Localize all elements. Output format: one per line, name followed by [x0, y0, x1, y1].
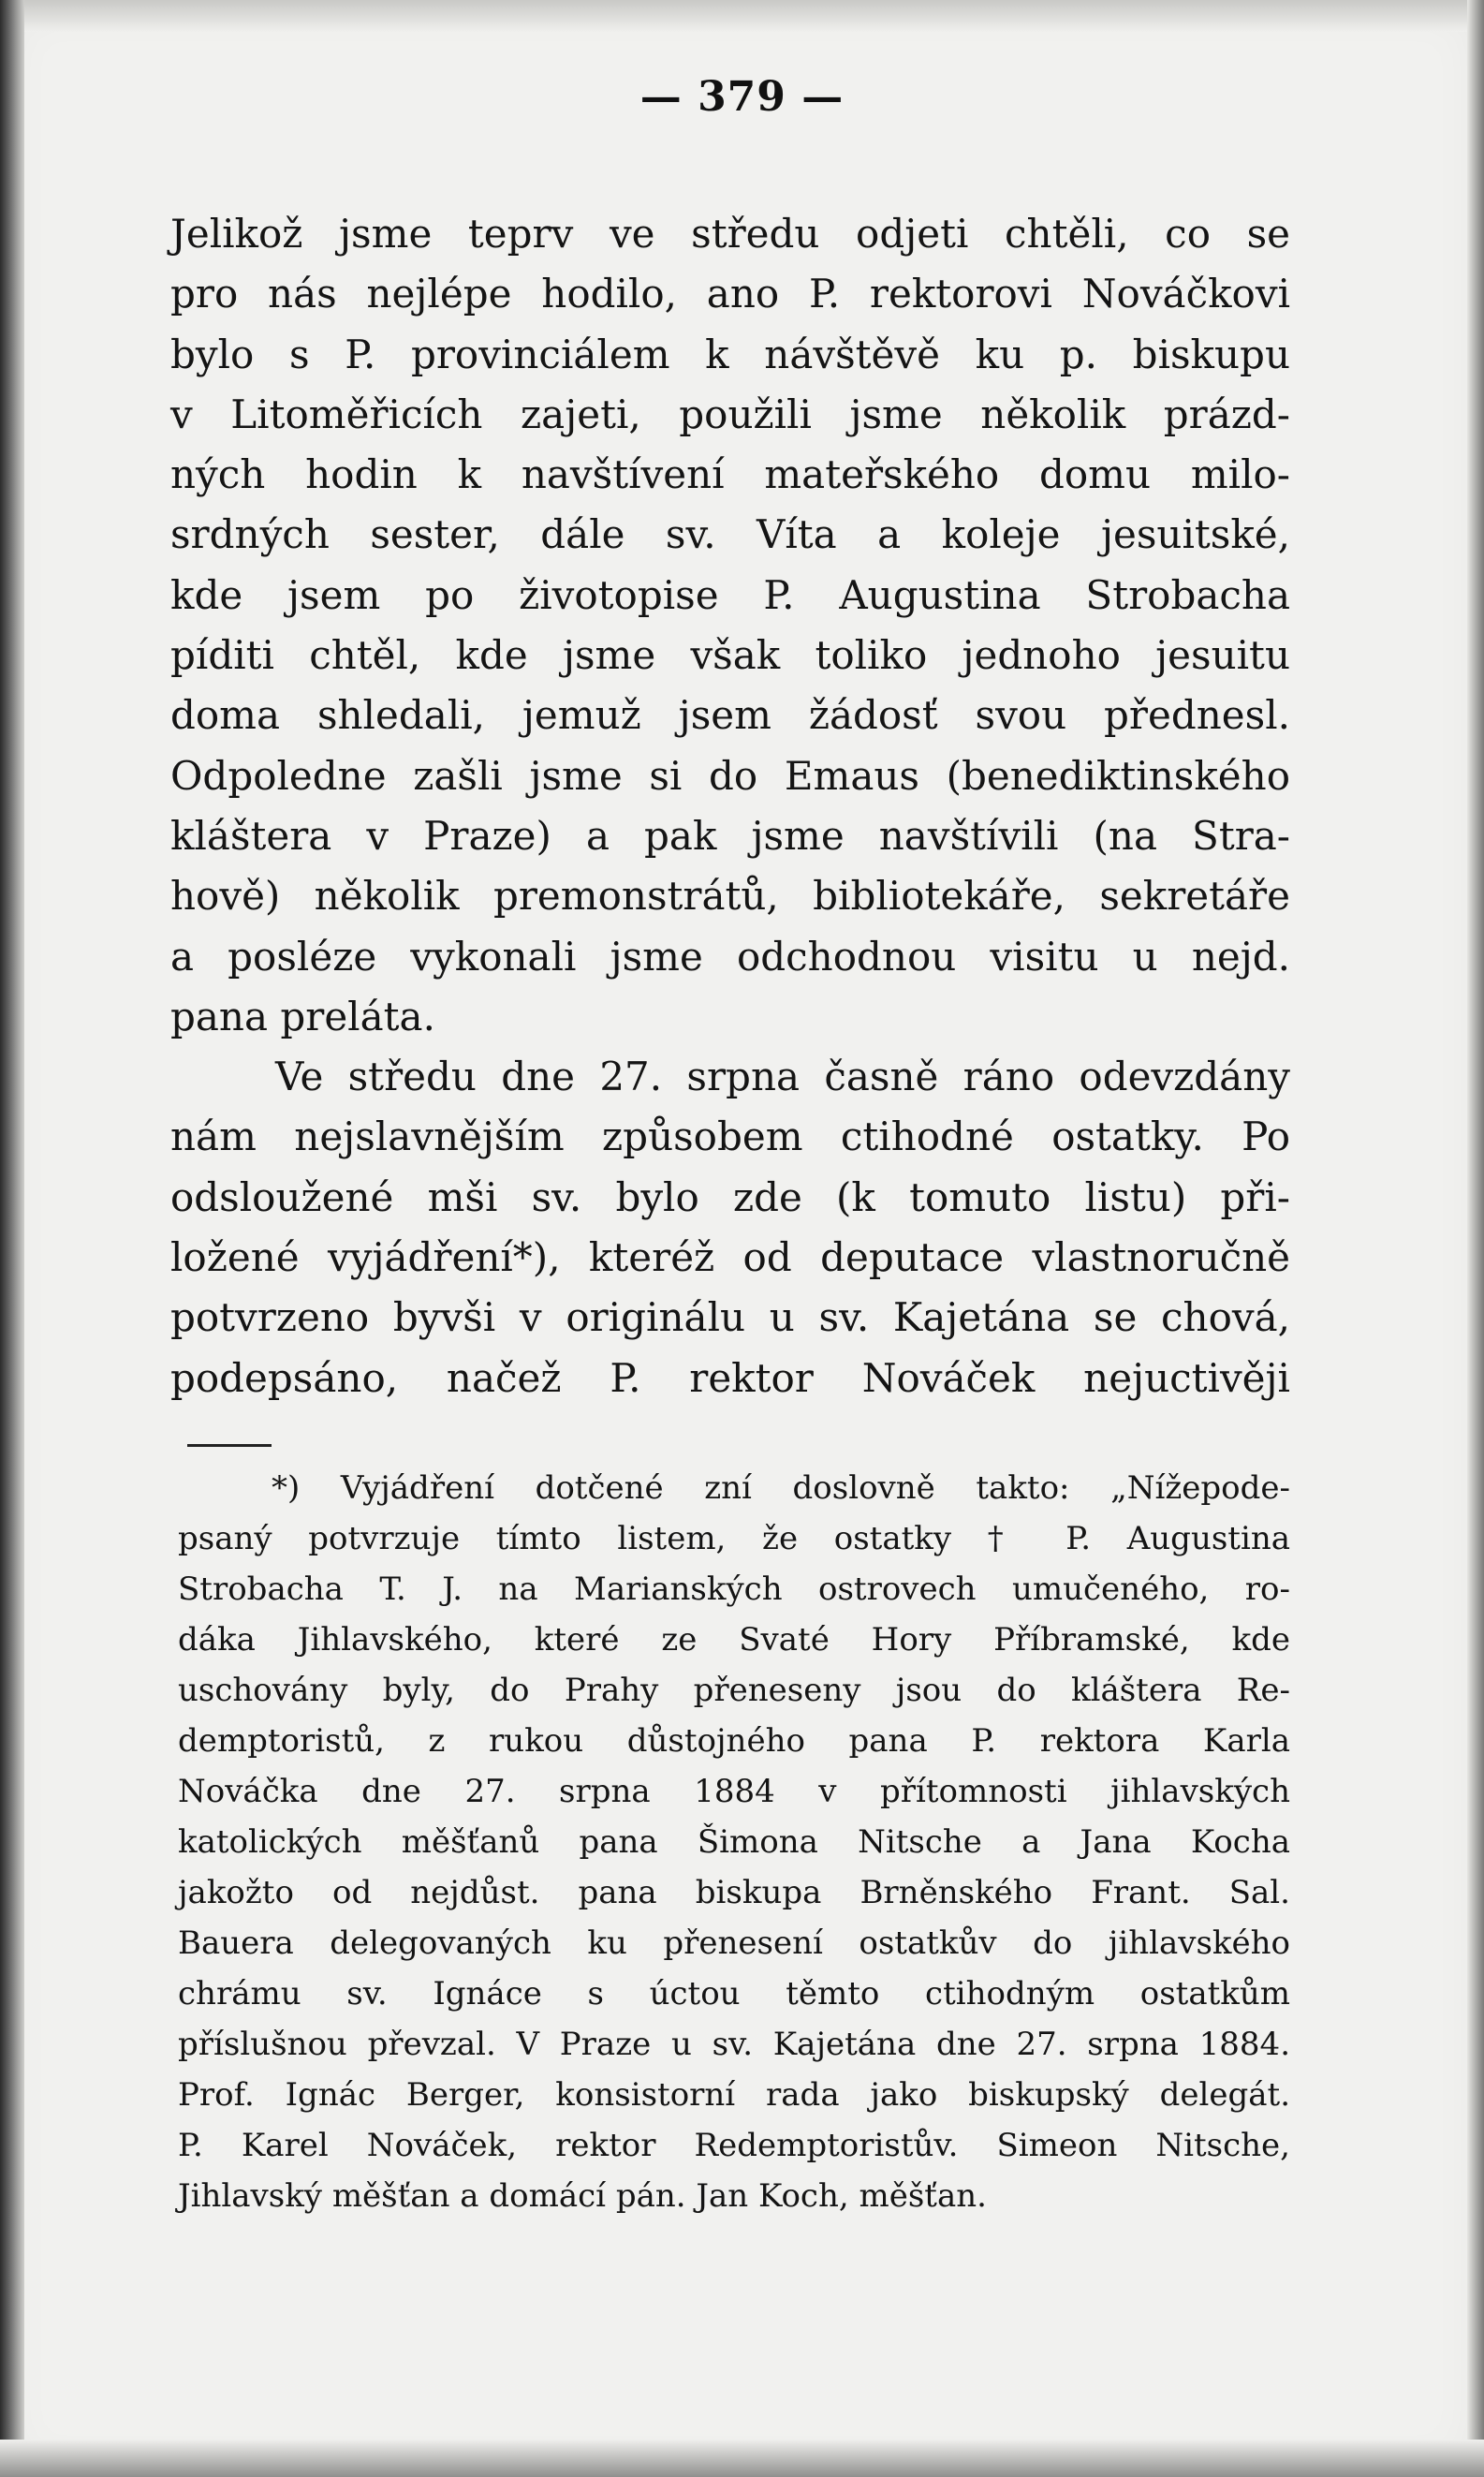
text-line: v Litoměřicích zajeti, použili jsme několik prázd- — [170, 391, 1290, 437]
page-top-edge — [0, 0, 1484, 32]
text-line: Odpoledne zašli jsme si do Emaus (benediktinského — [170, 752, 1290, 799]
main-text — [170, 204, 1290, 1408]
footnote-line: psaný potvrzuje tímto listem, že ostatky † P. Augustina — [178, 1520, 1290, 1557]
footnote-line: P. Karel Nováček, rektor Redemptoristův. Simeon Nitsche, — [178, 2127, 1290, 2164]
text-line: srdných sester, dále sv. Víta a koleje jesuitské, — [170, 511, 1290, 558]
text-line: Jelikož jsme teprv ve středu odjeti chtěli, co se — [170, 211, 1290, 257]
footnote-separator — [187, 1444, 272, 1447]
text-line: a posléze vykonali jsme odchodnou visitu u nejd. — [170, 933, 1290, 980]
footnote-line: Jihlavský měšťan a domácí pán. Jan Koch, měšťan. — [178, 2177, 987, 2215]
text-line: kláštera v Praze) a pak jsme navštívili (na Stra- — [170, 812, 1290, 859]
text-line: píditi chtěl, kde jsme však toliko jednoho jesuitu — [170, 632, 1290, 679]
footnote-line: uschovány byly, do Prahy přeneseny jsou do kláštera Re- — [178, 1672, 1290, 1709]
footnote-line: Bauera delegovaných ku přenesení ostatkův do jihlavského — [178, 1924, 1290, 1962]
text-line: podepsáno, načež P. rektor Nováček nejuctivěji — [170, 1354, 1290, 1401]
text-line: pana preláta. — [170, 993, 435, 1039]
page-right-edge — [1467, 0, 1484, 2477]
footnote-line: chrámu sv. Ignáce s úctou těmto ctihodným ostatkům — [178, 1975, 1290, 2013]
text-line: hově) několik premonstrátů, bibliotekáře, sekretáře — [170, 873, 1290, 920]
footnote-line: příslušnou převzal. V Praze u sv. Kajetána dne 27. srpna 1884. — [178, 2026, 1290, 2063]
text-line: ných hodin k navštívení mateřského domu milo- — [170, 451, 1290, 498]
footnote-line: demptoristů, z rukou důstojného pana P. rektora Karla — [178, 1722, 1290, 1760]
text-line: odsloužené mši sv. bylo zde (k tomuto listu) při- — [170, 1173, 1290, 1220]
text-line: pro nás nejlépe hodilo, ano P. rektorovi Nováčkovi — [170, 271, 1290, 317]
footnote-line: *) Vyjádření dotčené zní doslovně takto: „Nížepode- — [272, 1469, 1290, 1507]
text-line: potvrzeno byvši v originálu u sv. Kajetána se chová, — [170, 1294, 1290, 1341]
footnote — [178, 1463, 1290, 2221]
footnote-line: Prof. Ignác Berger, konsistorní rada jako biskupský delegát. — [178, 2076, 1290, 2114]
page-binding-edge — [0, 0, 24, 2477]
footnote-line: katolických měšťanů pana Šimona Nitsche a Jana Kocha — [178, 1823, 1290, 1861]
text-line: kde jsem po životopise P. Augustina Strobacha — [170, 571, 1290, 618]
footnote-line: Strobacha T. J. na Marianských ostrovech umučeného, ro- — [178, 1570, 1290, 1608]
text-line: ložené vyjádření*), kteréž od deputace vlastnoručně — [170, 1234, 1290, 1281]
page-number: — 379 — — [639, 73, 845, 121]
footnote-line: Nováčka dne 27. srpna 1884 v přítomnosti jihlavských — [178, 1773, 1290, 1810]
text-line: Ve středu dne 27. srpna časně ráno odevzdány — [275, 1054, 1290, 1100]
page-bottom-edge — [0, 2440, 1484, 2477]
text-line: doma shledali, jemuž jsem žádosť svou přednesl. — [170, 692, 1290, 739]
text-line: bylo s P. provinciálem k návštěvě ku p. biskupu — [170, 331, 1290, 377]
text-line: nám nejslavnějším způsobem ctihodné ostatky. Po — [170, 1113, 1290, 1160]
footnote-line: jakožto od nejdůst. pana biskupa Brněnského Frant. Sal. — [178, 1874, 1290, 1911]
footnote-line: dáka Jihlavského, které ze Svaté Hory Příbramské, kde — [178, 1621, 1290, 1659]
